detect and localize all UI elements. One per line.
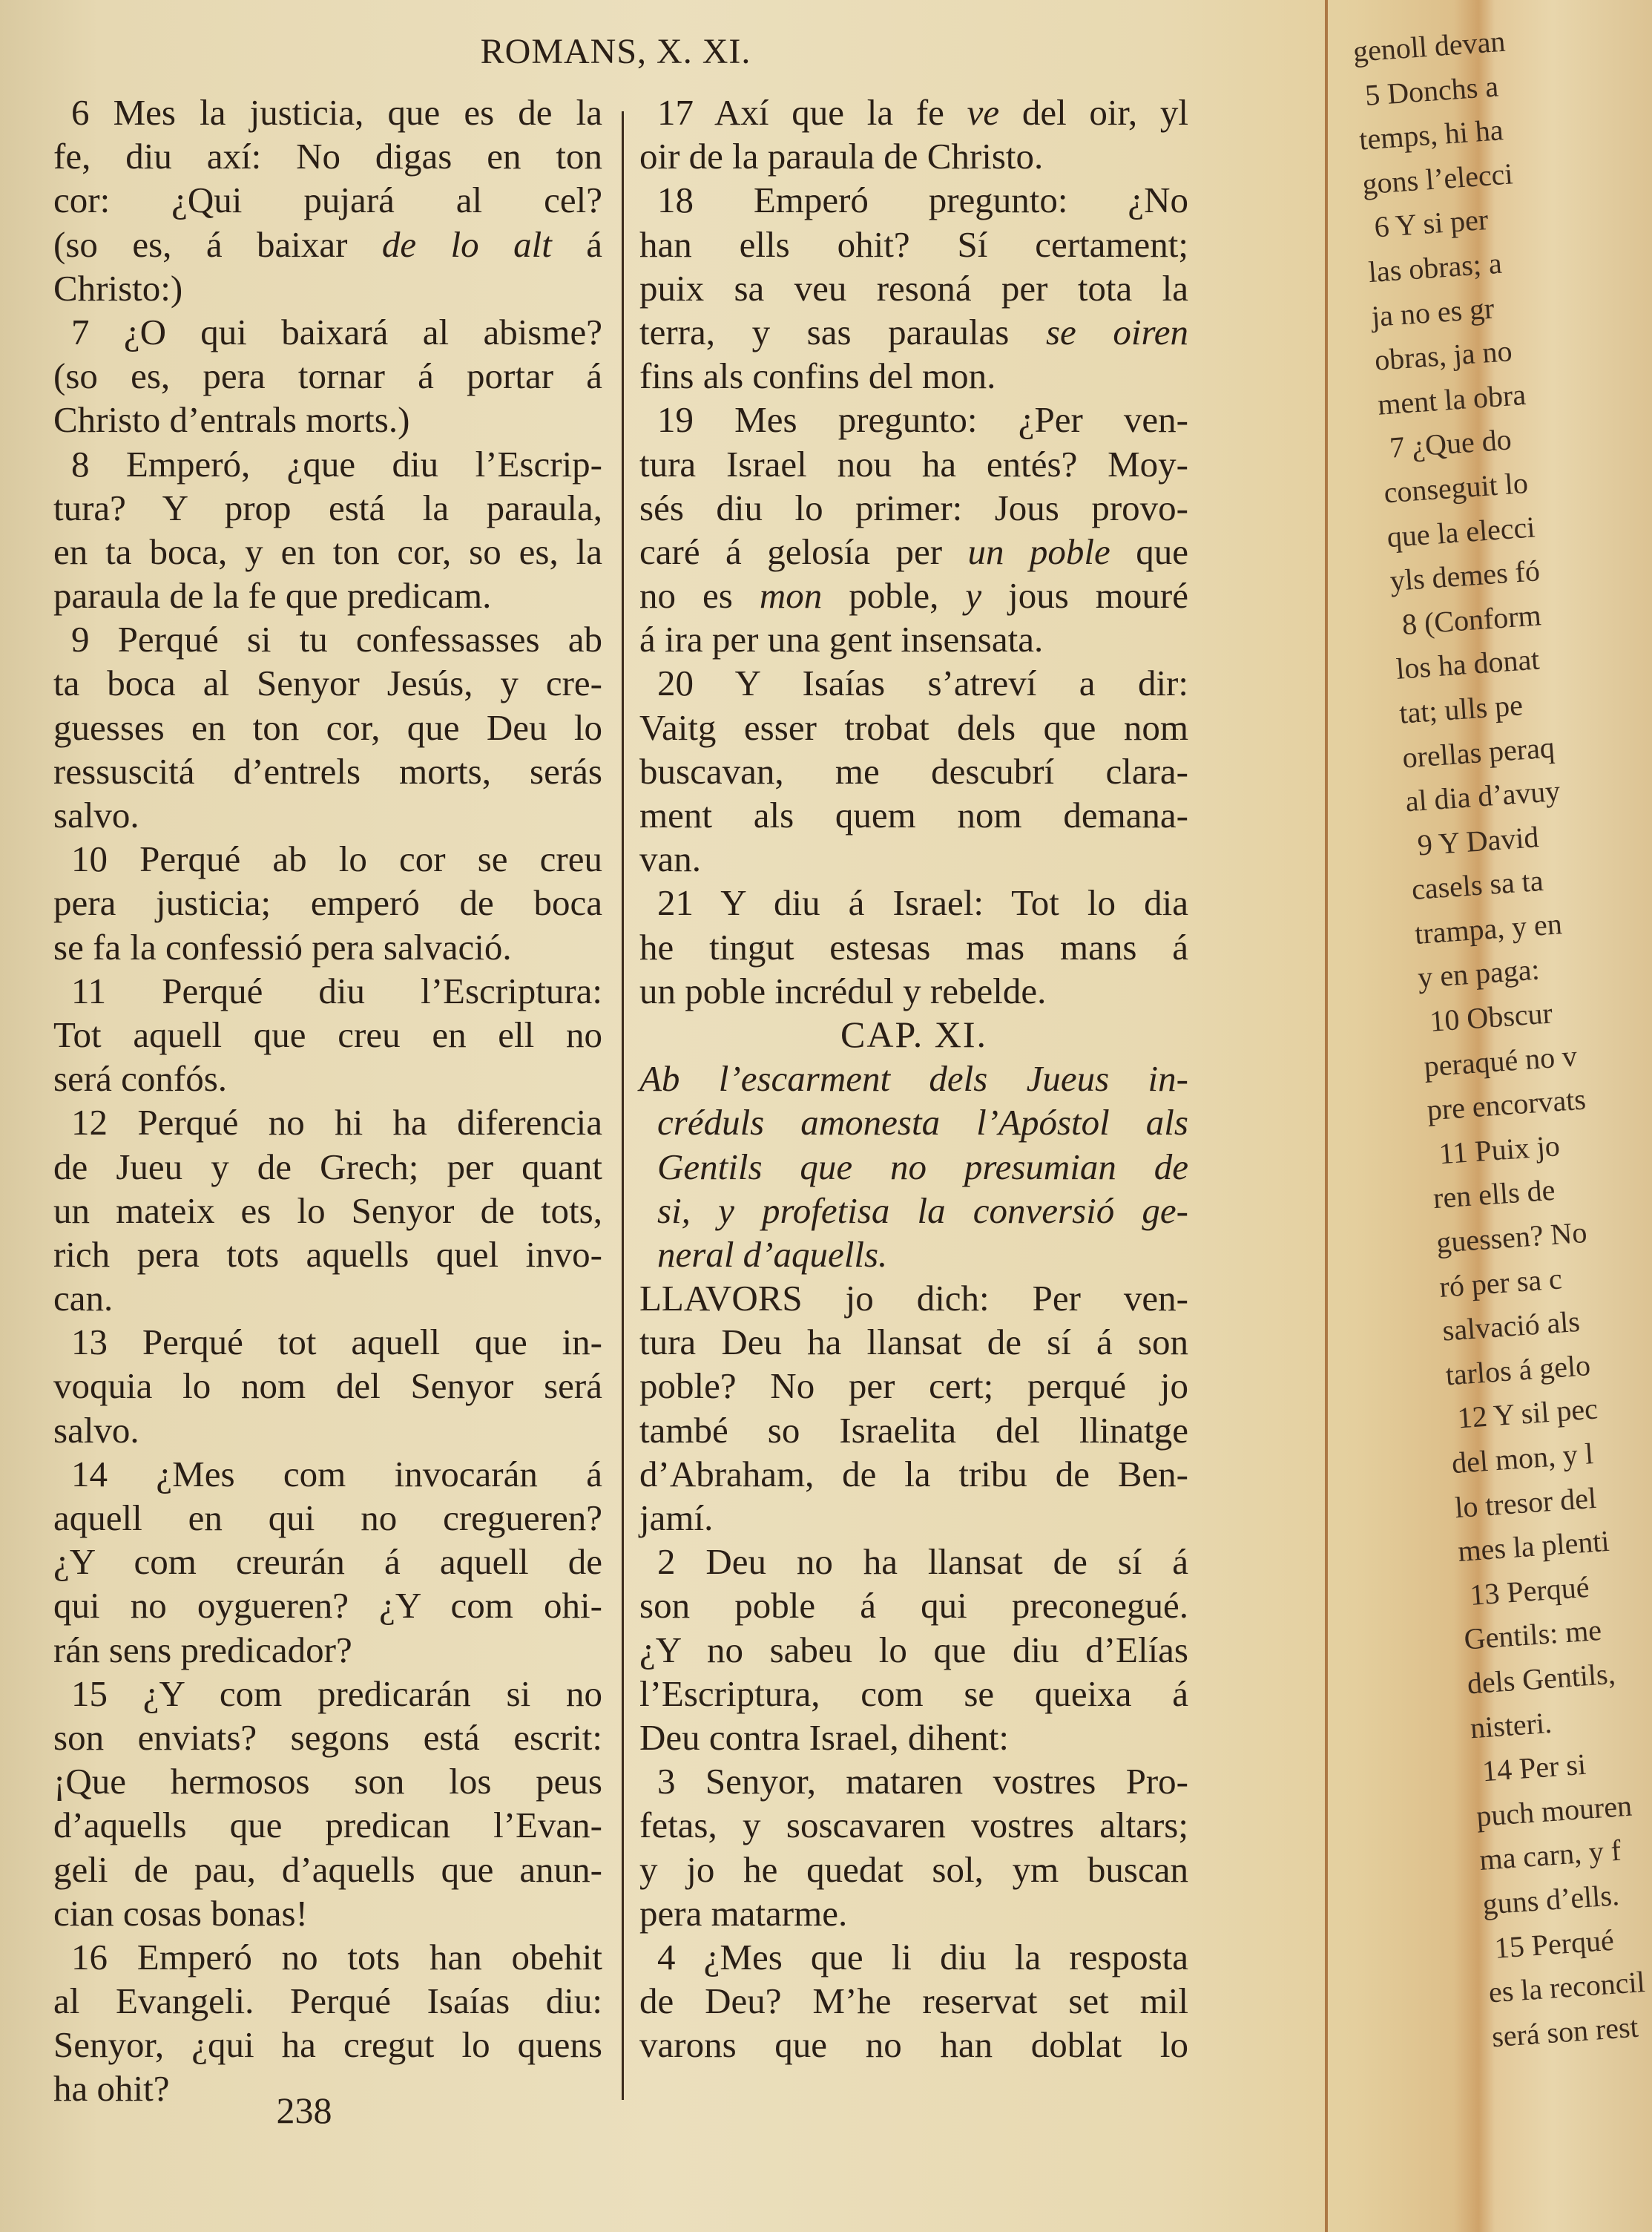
fragment-line: ja no es gr bbox=[1370, 291, 1495, 333]
text-line: 13 Perqué tot aquell que in- bbox=[71, 1322, 602, 1363]
text-line: varons que no han doblat lo bbox=[639, 2024, 1188, 2066]
fragment-line: 10 Obscur bbox=[1428, 996, 1554, 1038]
text-line: van. bbox=[639, 838, 701, 880]
text-line: Senyor, ¿qui ha cregut lo quens bbox=[53, 2024, 602, 2066]
text-line: 9 Perqué si tu confessasses ab bbox=[71, 619, 602, 660]
page-edge bbox=[1325, 0, 1328, 2232]
text-line: en ta boca, y en ton cor, so es, la bbox=[53, 531, 602, 572]
text-line: voquia lo nom del Senyor será bbox=[53, 1365, 602, 1407]
fragment-line: guns d’ells. bbox=[1481, 1877, 1621, 1921]
fragment-line: mes la plenti bbox=[1456, 1523, 1610, 1569]
chapter-summary-line: Ab l’escarment dels Jueus in- bbox=[639, 1058, 1188, 1100]
fragment-line: 6 Y si per bbox=[1373, 203, 1490, 244]
fragment-line: puch mouren bbox=[1475, 1788, 1633, 1833]
text-line: fetas, y soscavaren vostres altars; bbox=[639, 1805, 1188, 1846]
text-line: 19 Mes pregunto: ¿Per ven- bbox=[657, 399, 1188, 441]
fragment-line: 15 Perqué bbox=[1493, 1923, 1616, 1965]
text-line: aquell en qui no cregueren? bbox=[53, 1497, 602, 1538]
page-number: 238 bbox=[276, 2090, 332, 2131]
text-line: caré á gelosía per un poble que bbox=[639, 531, 1189, 572]
text-line: 6 Mes la justicia, que es de la bbox=[71, 92, 602, 133]
text-line: ha ohit? bbox=[53, 2068, 170, 2110]
text-line: Christo d’entrals morts.) bbox=[53, 399, 410, 441]
text-line: tura? Y prop está la paraula, bbox=[53, 487, 602, 528]
fragment-line: 11 Puix jo bbox=[1438, 1128, 1561, 1171]
fragment-line: será son rest bbox=[1490, 2009, 1639, 2054]
chapter-summary-line: si, y profetisa la conversió ge- bbox=[657, 1189, 1188, 1231]
text-line: de Deu? M’he reservat set mil bbox=[639, 1980, 1188, 2022]
text-line: un poble incrédul y rebelde. bbox=[639, 970, 1047, 1011]
fragment-line: genoll devan bbox=[1352, 24, 1507, 68]
text-line: d’Abraham, de la tribu de Ben- bbox=[639, 1453, 1188, 1494]
text-line: rich pera tots aquells quel invo- bbox=[53, 1233, 602, 1275]
fragment-line: 5 Donchs a bbox=[1363, 69, 1500, 112]
text-line: un mateix es lo Senyor de tots, bbox=[53, 1189, 602, 1231]
text-line: ¿Y no sabeu lo que diu d’Elías bbox=[639, 1629, 1188, 1670]
right-column bbox=[639, 91, 1188, 2067]
text-line: han ells ohit? Sí certament; bbox=[639, 223, 1188, 265]
fragment-line: los ha donat bbox=[1395, 642, 1541, 686]
fragment-line: ment la obra bbox=[1376, 377, 1527, 421]
fragment-line: y en paga: bbox=[1416, 952, 1541, 995]
fragment-line: obras, ja no bbox=[1373, 334, 1513, 378]
fragment-line: peraqué no v bbox=[1423, 1038, 1579, 1083]
text-line: 4 ¿Mes que li diu la resposta bbox=[657, 1936, 1188, 1977]
text-line: l’Escriptura, com se queixa á bbox=[639, 1673, 1188, 1714]
text-line: (so es, pera tornar á portar á bbox=[53, 355, 602, 397]
text-line: paraula de la fe que predicam. bbox=[53, 575, 492, 617]
text-line: 15 ¿Y com predicarán si no bbox=[71, 1673, 602, 1714]
text-line: tura Deu ha llansat de sí á son bbox=[639, 1322, 1188, 1363]
text-line: salvo. bbox=[53, 1409, 139, 1451]
text-line: 3 Senyor, mataren vostres Pro- bbox=[657, 1761, 1188, 1802]
text-line: 17 Axí que la fe ve del oir, yl bbox=[657, 92, 1188, 133]
fragment-line: ren ells de bbox=[1432, 1173, 1556, 1215]
fragment-line: orellas peraq bbox=[1401, 729, 1556, 775]
fragment-line: al dia d’avuy bbox=[1404, 774, 1561, 818]
text-line: Tot aquell que creu en ell no bbox=[53, 1014, 602, 1055]
text-line: será confós. bbox=[53, 1058, 228, 1100]
text-line: terra, y sas paraulas se oiren bbox=[639, 311, 1188, 352]
text-line: no es mon poble, y jous mouré bbox=[639, 575, 1188, 617]
text-line: 12 Perqué no hi ha diferencia bbox=[71, 1102, 602, 1143]
fragment-line: tat; ulls pe bbox=[1398, 688, 1524, 730]
fragment-line: guessen? No bbox=[1435, 1215, 1588, 1259]
text-line: Christo:) bbox=[53, 267, 183, 309]
fragment-line: temps, hi ha bbox=[1358, 113, 1504, 157]
text-line: puix sa veu resoná per tota la bbox=[639, 267, 1188, 309]
text-line: salvo. bbox=[53, 795, 139, 836]
fragment-line: las obras; a bbox=[1367, 246, 1503, 289]
fragment-line: lo tresor del bbox=[1453, 1480, 1598, 1524]
fragment-line: del mon, y l bbox=[1450, 1437, 1595, 1480]
text-line: ressuscitá d’entrels morts, serás bbox=[53, 750, 602, 792]
text-line: ¿Y com creurán á aquell de bbox=[53, 1541, 602, 1583]
chapter-summary-line: neral d’aquells. bbox=[657, 1233, 888, 1275]
text-line: son enviats? segons está escrit: bbox=[53, 1716, 602, 1758]
text-line: se fa la confessió pera salvació. bbox=[53, 926, 512, 968]
text-line: 11 Perqué diu l’Escriptura: bbox=[71, 970, 602, 1011]
fragment-line: yls demes fó bbox=[1389, 554, 1541, 598]
facing-page-fragment bbox=[1352, 21, 1647, 2059]
fragment-line: nisteri. bbox=[1469, 1705, 1553, 1744]
fragment-line: 8 (Conform bbox=[1401, 597, 1542, 641]
text-line: fe, diu axí: No digas en ton bbox=[53, 136, 602, 177]
chapter-summary-line: Gentils que no presumian de bbox=[657, 1146, 1188, 1187]
text-line: ta boca al Senyor Jesús, y cre- bbox=[53, 663, 602, 704]
column-divider bbox=[622, 111, 624, 2100]
fragment-line: salvació als bbox=[1441, 1304, 1582, 1348]
fragment-line: casels sa ta bbox=[1410, 864, 1544, 907]
fragment-line: ma carn, y f bbox=[1478, 1834, 1622, 1877]
text-line: cian cosas bonas! bbox=[53, 1892, 308, 1934]
chapter-heading: CAP. XI. bbox=[840, 1013, 987, 1055]
fragment-line: ró per sa c bbox=[1438, 1261, 1564, 1304]
fragment-line: tarlos á gelo bbox=[1444, 1348, 1592, 1392]
text-line: pera matarme. bbox=[639, 1892, 848, 1934]
text-line: y jo he quedat sol, ym buscan bbox=[639, 1848, 1188, 1890]
page-header: ROMANS, X. XI. bbox=[480, 32, 751, 71]
text-line: 20 Y Isaías s’atreví a dir: bbox=[657, 663, 1188, 704]
text-line: Vaitg esser trobat dels que nom bbox=[639, 706, 1188, 748]
fragment-line: conseguit lo bbox=[1383, 465, 1530, 510]
text-line: poble? No per cert; perqué jo bbox=[639, 1365, 1188, 1407]
fragment-line: trampa, y en bbox=[1413, 907, 1564, 951]
text-line: fins als confins del mon. bbox=[639, 355, 996, 397]
fragment-line: 7 ¿Que do bbox=[1388, 422, 1513, 465]
text-line: geli de pau, d’aquells que anun- bbox=[53, 1848, 602, 1890]
fragment-line: que la elecci bbox=[1386, 509, 1536, 554]
text-line: 21 Y diu á Israel: Tot lo dia bbox=[657, 882, 1188, 924]
text-line: d’aquells que predican l’Evan- bbox=[53, 1805, 602, 1846]
text-line: buscavan, me descubrí clara- bbox=[639, 750, 1188, 792]
text-line: LLAVORS jo dich: Per ven- bbox=[639, 1278, 1188, 1319]
text-line: sés diu lo primer: Jous provo- bbox=[639, 487, 1188, 528]
text-line: de Jueu y de Grech; per quant bbox=[53, 1146, 602, 1187]
fragment-line: 14 Per si bbox=[1481, 1747, 1587, 1788]
text-line: he tingut estesas mas mans á bbox=[639, 926, 1188, 968]
fragment-line: es la reconcil bbox=[1487, 1965, 1647, 2009]
text-line: oir de la paraula de Christo. bbox=[639, 136, 1044, 177]
fragment-line: pre encorvats bbox=[1426, 1082, 1587, 1127]
text-line: cor: ¿Qui pujará al cel? bbox=[53, 180, 602, 221]
text-line: 18 Emperó pregunto: ¿No bbox=[657, 180, 1188, 221]
text-line: can. bbox=[53, 1278, 113, 1319]
fragment-line: 12 Y sil pec bbox=[1456, 1391, 1599, 1435]
text-line: 8 Emperó, ¿que diu l’Escrip- bbox=[71, 443, 602, 485]
text-line: á ira per una gent insensata. bbox=[639, 619, 1044, 660]
fragment-line: gons l’elecci bbox=[1360, 157, 1514, 201]
text-line: ment als quem nom demana- bbox=[639, 795, 1188, 836]
fragment-line: Gentils: me bbox=[1463, 1613, 1603, 1657]
left-column bbox=[53, 91, 602, 2111]
text-line: 7 ¿O qui baixará al abisme? bbox=[71, 311, 602, 352]
text-line: tura Israel nou ha entés? Moy- bbox=[639, 443, 1188, 485]
text-line: rán sens predicador? bbox=[53, 1629, 352, 1670]
text-line: ¡Que hermosos son los peus bbox=[53, 1761, 602, 1802]
fragment-line: 9 Y David bbox=[1416, 819, 1540, 862]
text-line: guesses en ton cor, que Deu lo bbox=[53, 706, 602, 748]
text-line: al Evangeli. Perqué Isaías diu: bbox=[53, 1980, 602, 2022]
fragment-line: 13 Perqué bbox=[1468, 1569, 1590, 1612]
fragment-line: dels Gentils, bbox=[1466, 1656, 1616, 1701]
text-line: qui no oygueren? ¿Y com ohi- bbox=[53, 1585, 602, 1627]
text-line: son poble á qui preconegué. bbox=[639, 1585, 1188, 1627]
text-line: 2 Deu no ha llansat de sí á bbox=[657, 1541, 1188, 1583]
text-line: jamí. bbox=[639, 1497, 714, 1538]
text-line: Deu contra Israel, dihent: bbox=[639, 1716, 1009, 1758]
chapter-summary-line: créduls amonesta l’Apóstol als bbox=[657, 1102, 1188, 1143]
text-line: (so es, á baixar de lo alt á bbox=[53, 223, 602, 265]
text-line: també so Israelita del llinatge bbox=[639, 1409, 1188, 1451]
text-line: pera justicia; emperó de boca bbox=[53, 882, 602, 924]
text-line: 14 ¿Mes com invocarán á bbox=[71, 1453, 602, 1494]
text-line: 16 Emperó no tots han obehit bbox=[71, 1936, 602, 1977]
text-line: 10 Perqué ab lo cor se creu bbox=[71, 838, 602, 880]
